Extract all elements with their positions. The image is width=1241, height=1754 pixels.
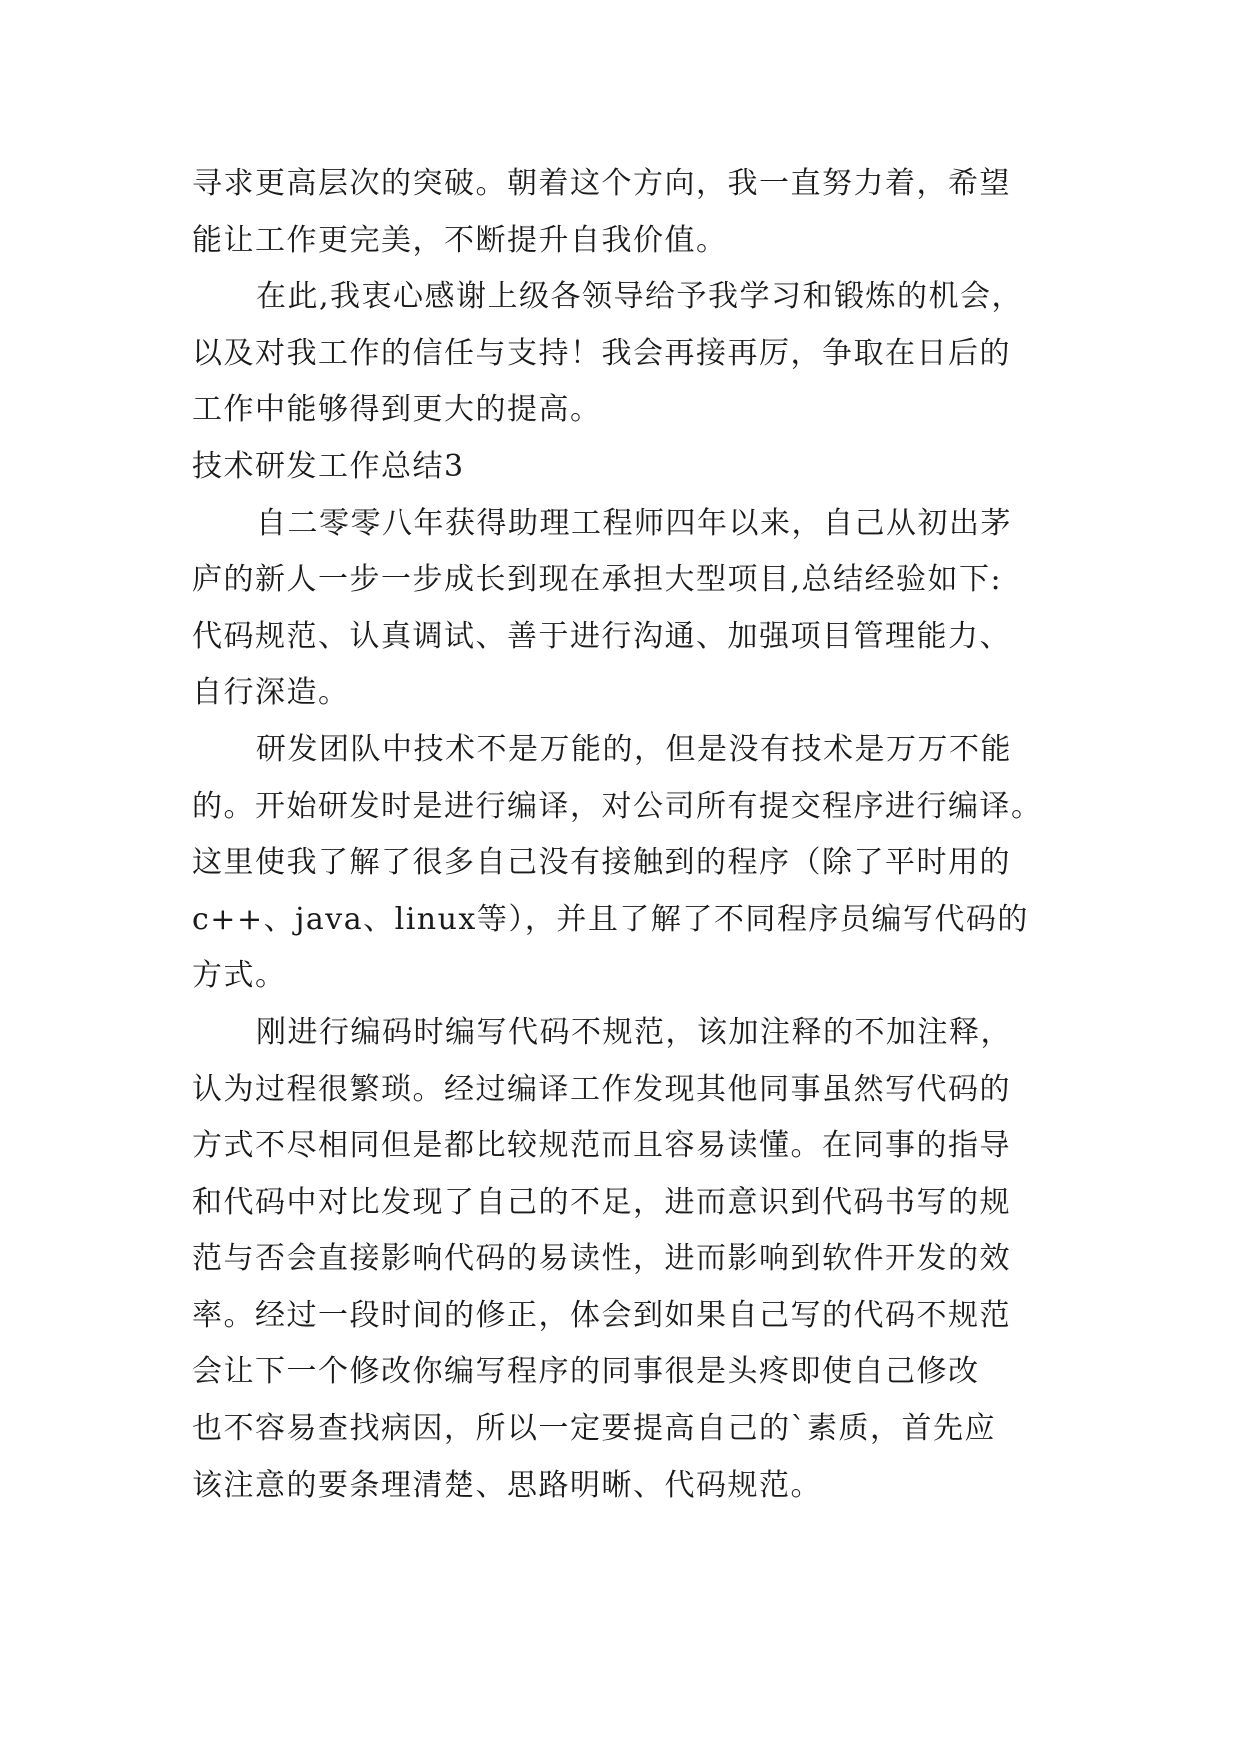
text-line: 研发团队中技术不是万能的，但是没有技术是万万不能 xyxy=(256,731,1012,767)
text-line: 的。开始研发时是进行编译，对公司所有提交程序进行编译。 xyxy=(192,788,1043,824)
document-body xyxy=(192,156,1092,1514)
paragraph-3 xyxy=(192,496,1092,722)
text-line: 和代码中对比发现了自己的不足，进而意识到代码书写的规 xyxy=(192,1184,1011,1220)
text-line: 代码规范、认真调试、善于进行沟通、加强项目管理能力、 xyxy=(192,618,1011,654)
text-line: 自二零零八年获得助理工程师四年以来，自己从初出茅 xyxy=(256,505,1012,541)
text-line: 寻求更高层次的突破。朝着这个方向，我一直努力着，希望 xyxy=(192,166,1011,201)
paragraph-4 xyxy=(192,722,1092,1005)
paragraph-2 xyxy=(192,269,1092,439)
text-line: 庐的新人一步一步成长到现在承担大型项目,总结经验如下: xyxy=(192,562,1003,598)
text-line: 以及对我工作的信任与支持！我会再接再厉，争取在日后的 xyxy=(192,335,1011,371)
text-line: 也不容易查找病因，所以一定要提高自己的`素质，首先应 xyxy=(192,1411,996,1447)
text-line: 刚进行编码时编写代码不规范，该加注释的不加注释， xyxy=(256,1014,1012,1050)
paragraph-5 xyxy=(192,1005,1092,1514)
text-line: c++、java、linux等），并且了解了不同程序员编写代码的 xyxy=(192,901,1029,937)
paragraph-1 xyxy=(192,156,1092,269)
section-heading: 技术研发工作总结3 xyxy=(192,448,465,484)
text-line: 在此,我衷心感谢上级各领导给予我学习和锻炼的机会， xyxy=(256,279,1024,315)
text-line: 方式不尽相同但是都比较规范而且容易读懂。在同事的指导 xyxy=(192,1128,1011,1164)
text-line: 方式。 xyxy=(192,958,287,994)
text-line: 认为过程很繁琐。经过编译工作发现其他同事虽然写代码的 xyxy=(192,1071,1011,1107)
text-line: 能让工作更完美，不断提升自我价值。 xyxy=(192,222,728,258)
text-line: 会让下一个修改你编写程序的同事很是头疼即使自己修改 xyxy=(192,1354,980,1390)
text-line: 这里使我了解了很多自己没有接触到的程序（除了平时用的 xyxy=(192,845,1011,881)
text-line: 该注意的要条理清楚、思路明晰、代码规范。 xyxy=(192,1467,822,1503)
text-line: 工作中能够得到更大的提高。 xyxy=(192,392,602,428)
text-line: 率。经过一段时间的修正，体会到如果自己写的代码不规范 xyxy=(192,1297,1011,1333)
text-line: 范与否会直接影响代码的易读性，进而影响到软件开发的效 xyxy=(192,1241,1011,1277)
text-line: 自行深造。 xyxy=(192,675,350,711)
